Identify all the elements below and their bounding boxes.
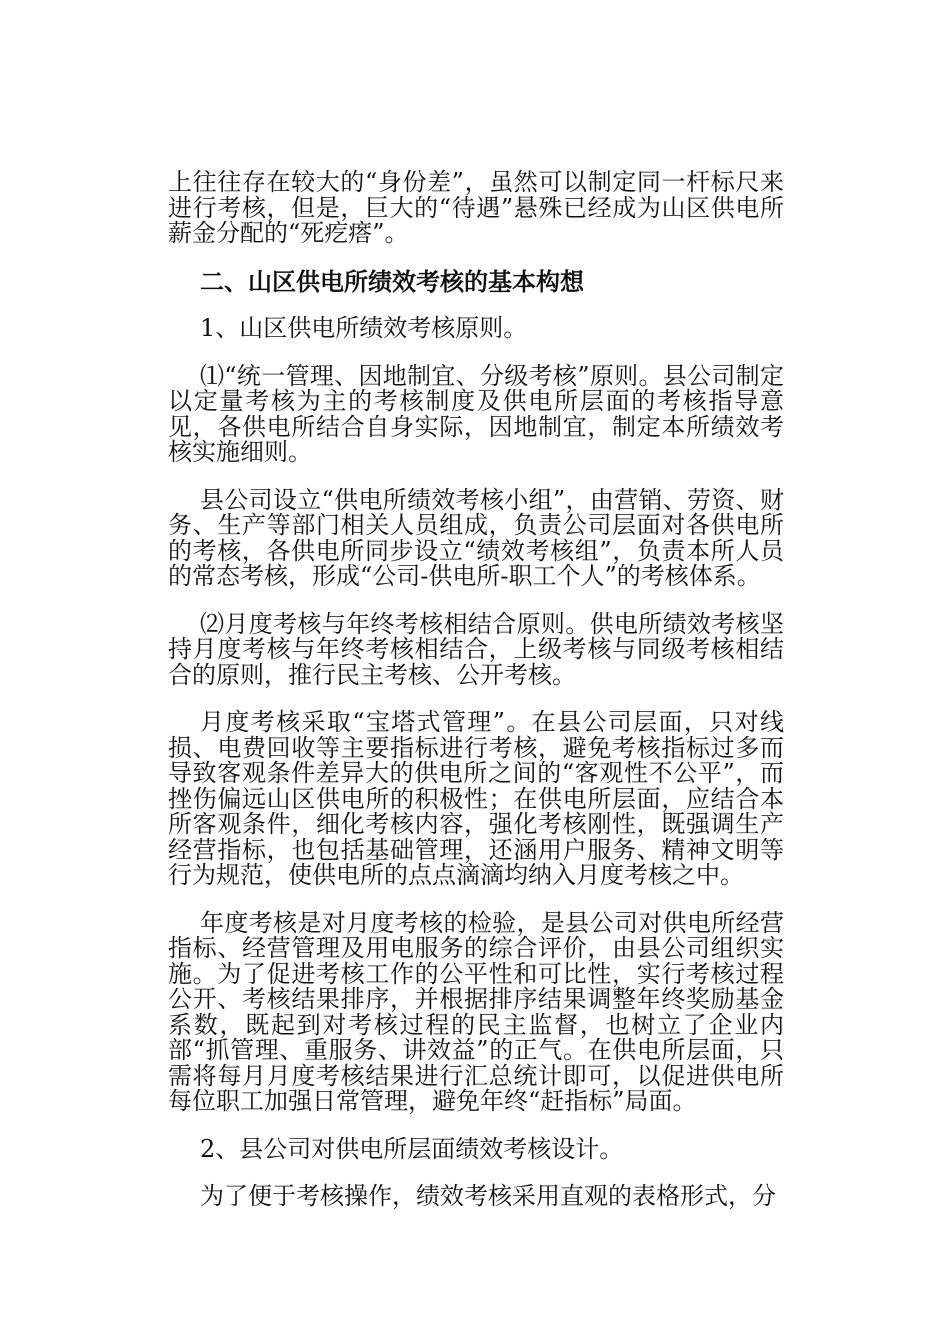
paragraph-continuation: 上往往存在较大的“身份差”，虽然可以制定同一杆标尺来进行考核，但是，巨大的“待遇”悬殊已经成为山区供电所薪金分配的“死疙瘩”。 — [168, 168, 784, 247]
paragraph-assessment-group: 县公司设立“供电所绩效考核小组”，由营销、劳资、财务、生产等部门相关人员组成，负责公司层面对各供电所的考核，各供电所同步设立“绩效考核组”，负责本所人员的常态考核，形成“公司-供电所-职工个人”的考核体系。 — [168, 485, 784, 590]
paragraph-principle-2: ⑵月度考核与年终考核相结合原则。供电所绩效考核坚持月度考核与年终考核相结合，上级考核与同级考核相结合的原则，推行民主考核、公开考核。 — [168, 609, 784, 689]
paragraph-monthly-assessment: 月度考核采取“宝塔式管理”。在县公司层面，只对线损、电费回收等主要指标进行考核，避免考核指标过多而导致客观条件差异大的供电所之间的“客观性不公平”，而挫伤偏远山区供电所的积极性；在供电所层面，应结合本所客观条件，细化考核内容，强化考核刚性，既强调生产经营指标，也包括基础管理，还涵用户服务、精神文明等行为规范，使供电所的点点滴滴均纳入月度考核之中。 — [168, 708, 784, 889]
paragraph-table-design: 为了便于考核操作，绩效考核采用直观的表格形式，分 — [200, 1182, 776, 1210]
subsection-title-1: 1、山区供电所绩效考核原则。 — [200, 314, 528, 342]
subsection-title-2: 2、县公司对供电所层面绩效考核设计。 — [200, 1134, 624, 1163]
paragraph-annual-assessment: 年度考核是对月度考核的检验，是县公司对供电所经营指标、经营管理及用电服务的综合评价，由县公司组织实施。为了促进考核工作的公平性和可比性，实行考核过程公开、考核结果排序，并根据排序结果调整年终奖励基金系数，既起到对考核过程的民主监督，也树立了企业内部“抓管理、重服务、讲效益”的正气。在供电所层面，只需将每月月度考核结果进行汇总统计即可，以促进供电所每位职工加强日常管理，避免年终“赶指标”局面。 — [168, 908, 784, 1115]
document-body — [168, 170, 784, 1232]
paragraph-principle-1: ⑴“统一管理、因地制宜、分级考核”原则。县公司制定以定量考核为主的考核制度及供电所层面的考核指导意见，各供电所结合自身实际，因地制宜，制定本所绩效考核实施细则。 — [168, 361, 784, 466]
section-heading: 二、山区供电所绩效考核的基本构想 — [200, 266, 584, 296]
